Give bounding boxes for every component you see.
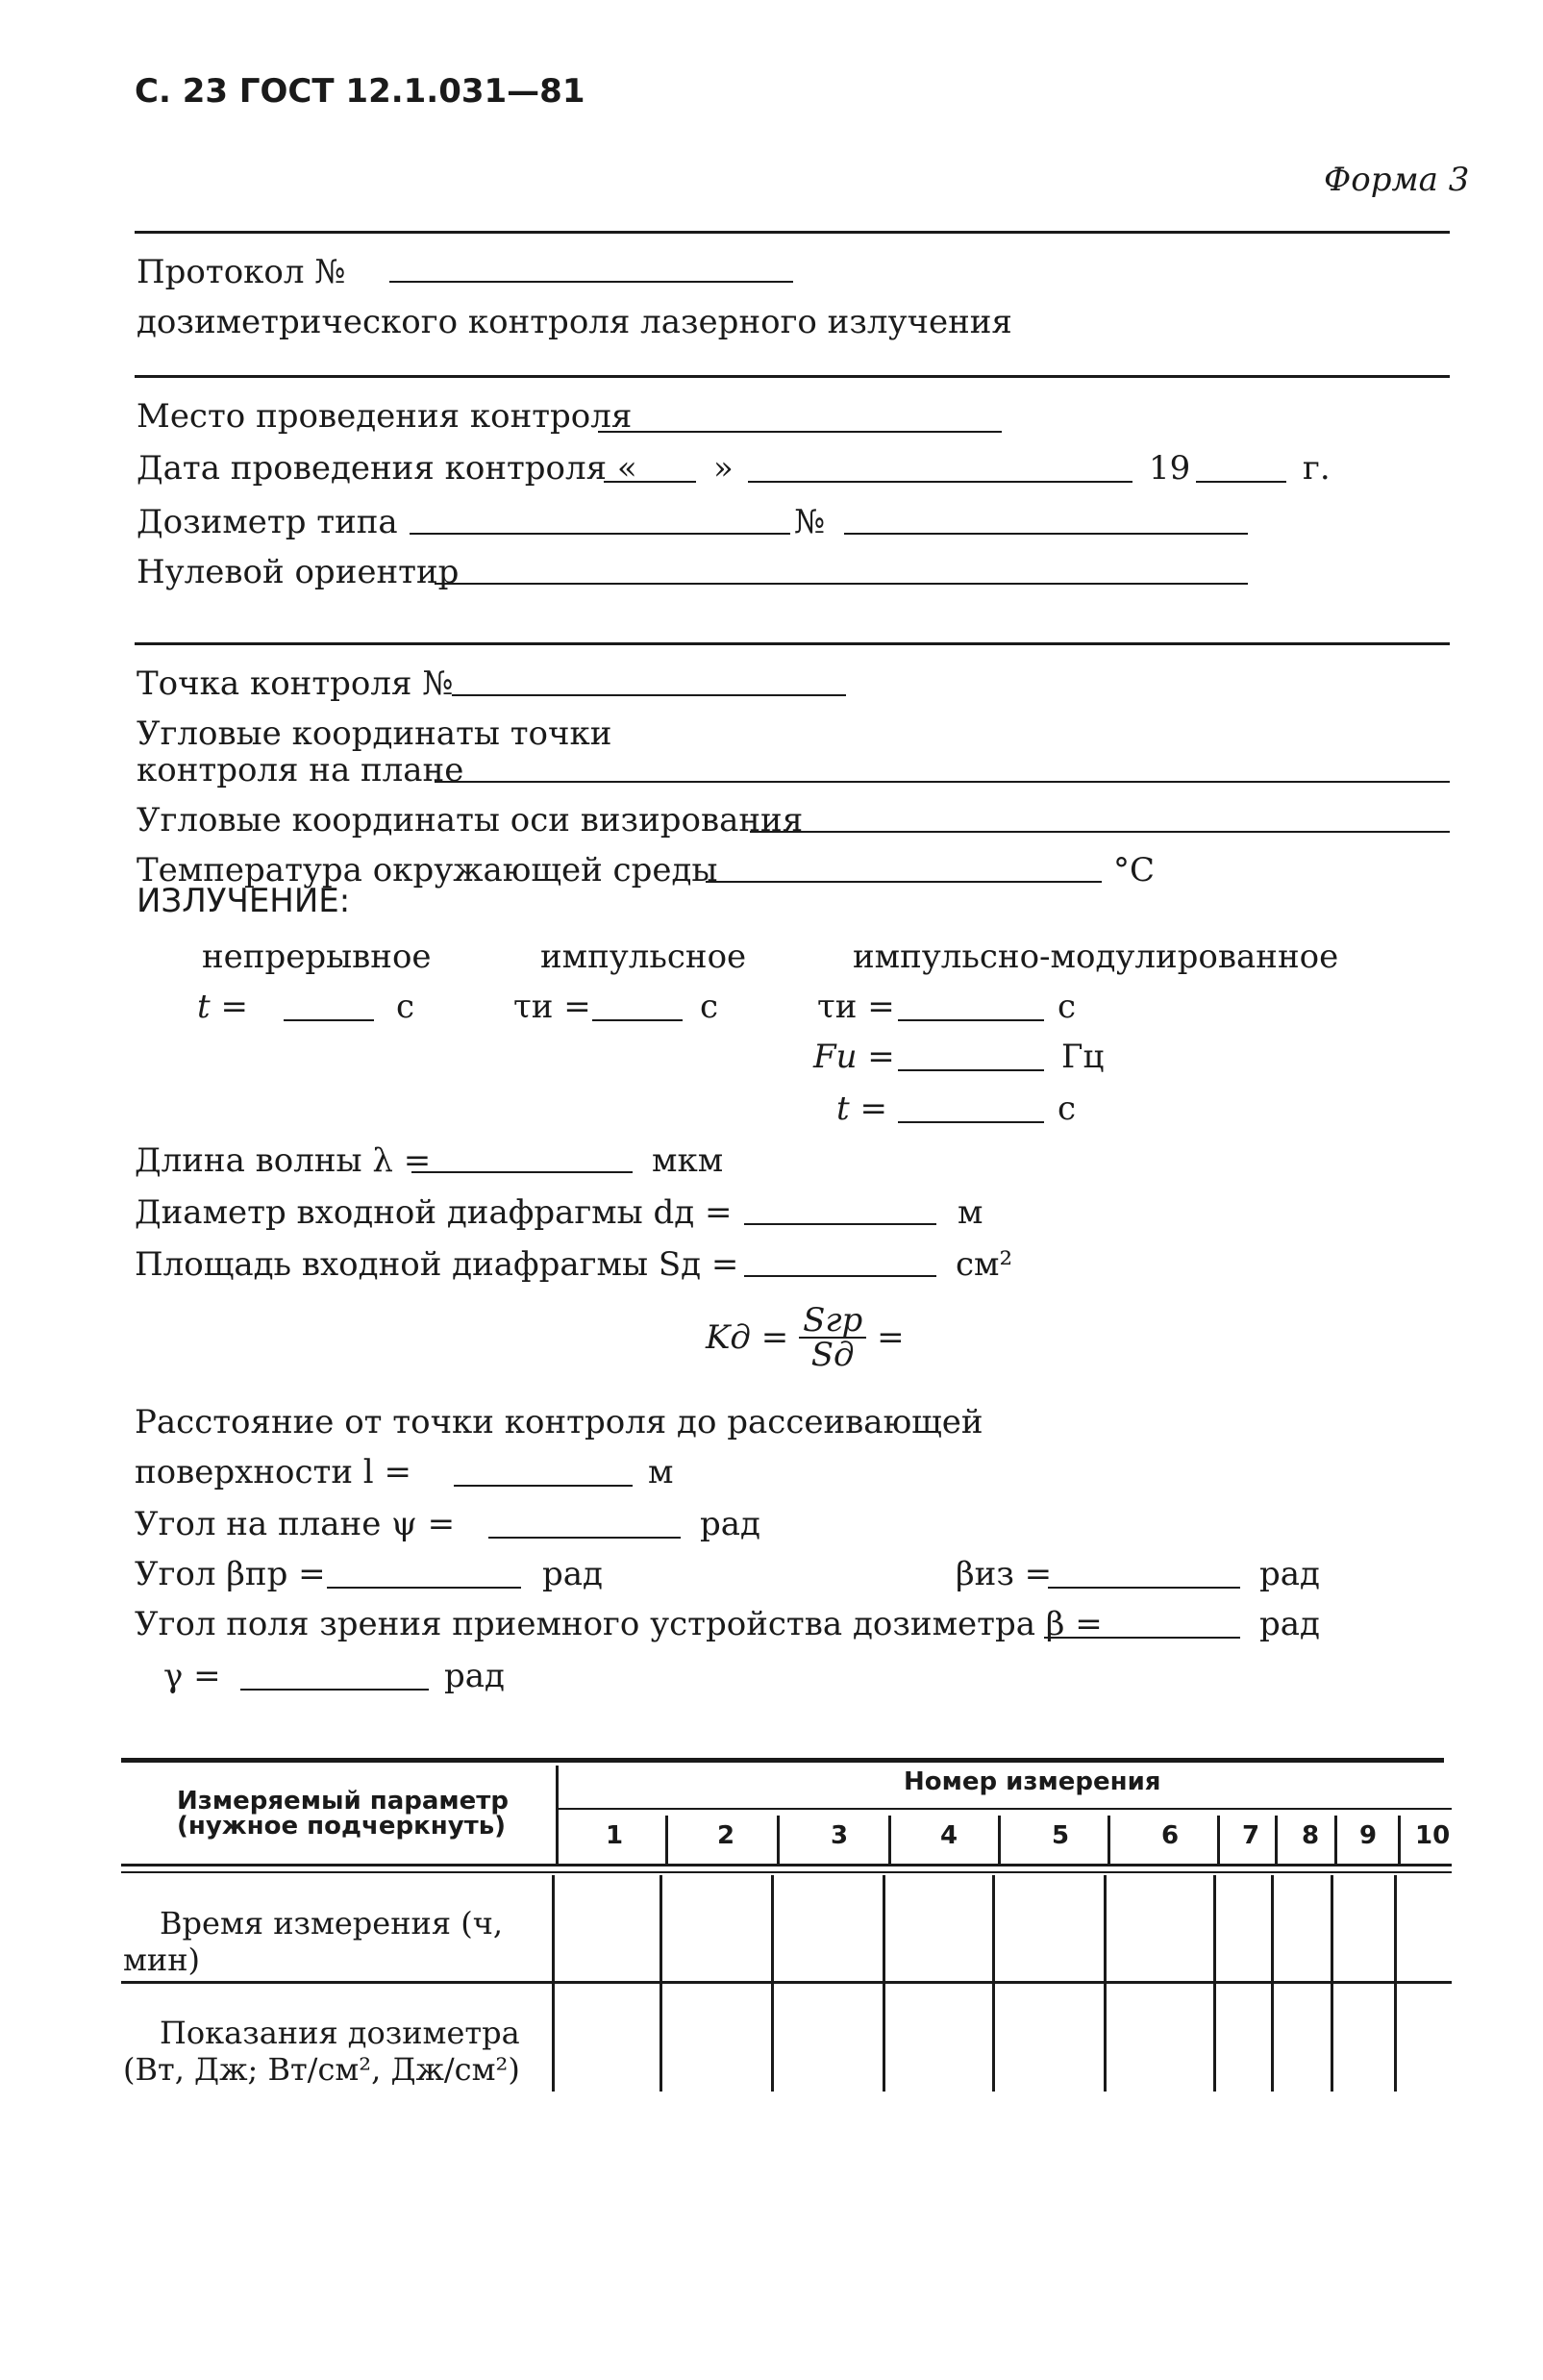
modulated-tau-unit: с [1058,988,1077,1026]
beta-iz-label: βиз = [956,1555,1053,1593]
row-time-label-line1: Время измерения (ч, [160,1905,504,1942]
col-divider [1334,1816,1337,1866]
row-reading-label-line2: (Вт, Дж; Вт/см², Дж/см²) [123,2051,520,2088]
col-9: 9 [1359,1821,1378,1850]
wavelength-unit: мкм [652,1141,724,1180]
col-5: 5 [1052,1821,1070,1850]
control-point-field[interactable] [452,694,846,696]
dosimeter-type-label: Дозиметр типа [137,503,398,541]
sight-axis-field[interactable] [750,831,1450,833]
kd-numerator: Sгр [799,1304,866,1339]
modulated-tau-symbol: τи = [817,988,895,1026]
protocol-subtitle: дозиметрического контроля лазерного излучения [137,303,1012,341]
pulsed-tau-symbol: τи = [513,988,591,1026]
temp-unit: °С [1113,851,1156,889]
col-8: 8 [1302,1821,1320,1850]
plan-angle-unit: рад [700,1505,760,1543]
protocol-title: Протокол № [137,253,346,291]
col-divider [665,1816,668,1866]
aperture-diameter-label: Диаметр входной диафрагмы dд = [135,1193,733,1232]
protocol-number-field[interactable] [389,281,793,283]
modulated-t-symbol: t = [836,1090,887,1128]
col-4: 4 [940,1821,958,1850]
year-suffix: г. [1303,449,1331,488]
zero-reference-field[interactable] [435,583,1248,585]
row-time-label-line2: мин) [123,1942,201,1978]
aperture-diameter-field[interactable] [744,1223,936,1225]
col-7: 7 [1242,1821,1260,1850]
table-header-double-rule [121,1871,1452,1873]
zero-reference-label: Нулевой ориентир [137,553,460,591]
date-year-field[interactable] [1196,481,1286,483]
gamma-field[interactable] [240,1689,429,1691]
control-date-label: Дата проведения контроля « [137,449,637,488]
fov-label: Угол поля зрения приемного устройства дозиметра β = [135,1605,1103,1643]
modulated-t-unit: с [1058,1090,1077,1128]
plan-angle-field[interactable] [488,1537,681,1539]
row-reading-label-line1: Показания дозиметра [160,2015,520,2051]
control-place-field[interactable] [598,431,1002,433]
col-2: 2 [717,1821,735,1850]
modulated-tau-field[interactable] [898,1019,1044,1021]
fov-field[interactable] [1044,1637,1240,1639]
page-reference: С. 23 ГОСТ 12.1.031—81 [135,72,585,111]
pulsed-tau-unit: с [700,988,719,1026]
kd-formula [706,1301,905,1374]
modulated-f-field[interactable] [898,1069,1044,1071]
radiation-continuous: непрерывное [202,938,432,976]
table-header-double-rule [121,1864,1452,1866]
pulsed-tau-field[interactable] [592,1019,683,1021]
gamma-label: γ = [163,1657,221,1695]
beta-pr-field[interactable] [327,1587,521,1589]
dosimeter-number-field[interactable] [844,533,1248,535]
ambient-temp-field[interactable] [706,881,1102,883]
radiation-pulse-modulated: импульсно-модулированное [853,938,1339,976]
dosimeter-type-field[interactable] [410,533,790,535]
distance-unit: м [648,1453,674,1491]
beta-iz-field[interactable] [1048,1587,1240,1589]
radiation-pulsed: импульсное [540,938,747,976]
beta-iz-unit: рад [1259,1555,1320,1593]
beta-pr-label: Угол βпр = [135,1555,326,1593]
param-header-line2: (нужное подчеркнуть) [177,1812,507,1841]
angular-coords-label-line1: Угловые координаты точки [137,714,612,753]
radiation-heading: ИЗЛУЧЕНИЕ: [137,882,351,920]
divider [135,231,1450,234]
beta-pr-unit: рад [542,1555,603,1593]
distance-field[interactable] [454,1485,633,1487]
sight-axis-label: Угловые координаты оси визирования [137,801,804,839]
col-10: 10 [1415,1821,1451,1850]
fov-unit: рад [1259,1605,1320,1643]
measure-header: Номер измерения [904,1767,1161,1796]
kd-fraction [799,1301,866,1374]
wavelength-field[interactable] [411,1171,633,1173]
gamma-unit: рад [444,1657,505,1695]
date-close-quote: » [713,449,734,488]
param-header-line1: Измеряемый параметр [177,1787,509,1816]
kd-equals: = [877,1318,905,1357]
date-day-field[interactable] [604,481,696,483]
row-divider [121,1981,1452,1984]
control-place-label: Место проведения контроля [137,397,633,436]
angular-coords-label-line2: контроля на плане [137,751,464,789]
col-divider [777,1816,780,1866]
angular-coords-field[interactable] [435,781,1450,783]
ambient-temp-label: Температура окружающей среды [137,851,718,889]
kd-lhs: Kд = [706,1318,789,1357]
modulated-t-field[interactable] [898,1121,1044,1123]
col-divider [556,1766,559,1866]
col-1: 1 [606,1821,624,1850]
kd-denominator: Sд [810,1336,855,1374]
divider [135,375,1450,378]
aperture-diameter-unit: м [958,1193,983,1232]
col-divider [1275,1816,1278,1866]
dosimeter-number-sign: № [794,503,826,541]
measure-header-rule [556,1808,1452,1810]
col-divider [1107,1816,1110,1866]
col-divider [1217,1816,1220,1866]
table-top-rule [121,1758,1444,1763]
aperture-area-unit: см² [956,1245,1013,1284]
col-divider [888,1816,891,1866]
aperture-area-label: Площадь входной диафрагмы Sд = [135,1245,739,1284]
continuous-t-unit: с [396,988,415,1026]
plan-angle-label: Угол на плане ψ = [135,1505,456,1543]
continuous-t-symbol: t = [197,988,248,1026]
col-6: 6 [1161,1821,1180,1850]
date-month-field[interactable] [748,481,1132,483]
wavelength-label: Длина волны λ = [135,1141,432,1180]
control-point-label: Точка контроля № [137,664,454,703]
continuous-t-field[interactable] [284,1019,374,1021]
col-divider [1398,1816,1401,1866]
col-3: 3 [831,1821,849,1850]
year-prefix: 19 [1149,449,1191,488]
modulated-f-symbol: Fи = [813,1038,895,1076]
distance-label-line2: поверхности l = [135,1453,411,1491]
divider [135,642,1450,645]
col-divider [998,1816,1001,1866]
form-label: Форма 3 [1324,161,1470,199]
aperture-area-field[interactable] [744,1275,936,1277]
distance-label-line1: Расстояние от точки контроля до рассеивающей [135,1403,983,1441]
modulated-f-unit: Гц [1061,1038,1105,1076]
